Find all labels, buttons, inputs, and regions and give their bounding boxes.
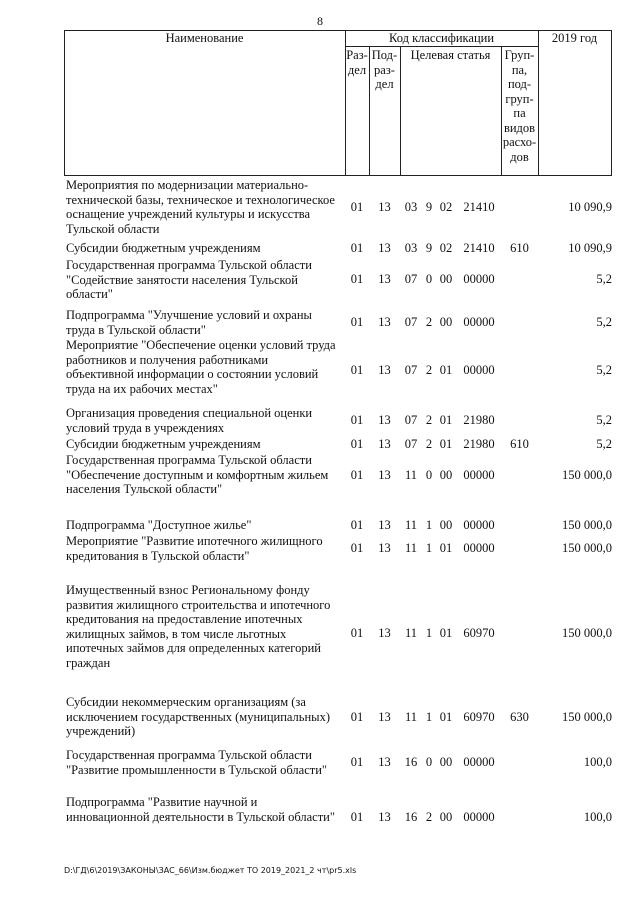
row-code-t2: 2: [425, 315, 433, 329]
header-left-border: [64, 30, 65, 176]
row-code-t4: 21410: [463, 200, 495, 214]
header-name: Наименование: [165, 31, 244, 45]
row-code-vr: 630: [510, 710, 529, 724]
table-row: [64, 583, 612, 685]
row-code-vr: 610: [510, 437, 529, 451]
header-target: Целевая статья: [410, 48, 491, 62]
row-code-t3: 00: [439, 755, 453, 769]
row-code-t1: 11: [404, 518, 418, 532]
row-code-pr: 13: [378, 468, 391, 482]
row-amount: 10 090,9: [568, 241, 612, 255]
row-code-t1: 07: [404, 413, 418, 427]
row-code-t3: 00: [439, 272, 453, 286]
row-code-t1: 11: [404, 710, 418, 724]
table-row: [64, 258, 612, 302]
row-name: Субсидии бюджетным учреждениям: [66, 241, 261, 255]
row-code-t1: 03: [404, 200, 418, 214]
row-code-t2: 9: [425, 241, 433, 255]
table-row: [64, 748, 612, 778]
row-code-t3: 00: [439, 468, 453, 482]
table-header: [64, 30, 612, 176]
header-divider-subsection: [400, 46, 401, 176]
row-code-t3: 00: [439, 810, 453, 824]
row-name: Подпрограмма "Доступное жилье": [66, 518, 252, 532]
row-code-pr: 13: [378, 200, 391, 214]
row-code-t2: 0: [425, 468, 433, 482]
row-code-rz: 01: [350, 413, 364, 427]
row-code-pr: 13: [378, 626, 391, 640]
row-code-t4: 00000: [463, 541, 495, 555]
header-section: Раз- дел: [346, 48, 368, 77]
row-amount: 10 090,9: [568, 200, 612, 214]
header-code-group: Код классификации: [388, 31, 495, 45]
row-code-t4: 00000: [463, 315, 495, 329]
row-code-t1: 16: [404, 810, 418, 824]
row-code-pr: 13: [378, 363, 391, 377]
row-code-rz: 01: [350, 315, 364, 329]
row-name: Государственная программа Тульской области "Обеспечение доступным и комфортным жильем населения Тульской области": [66, 453, 329, 496]
row-code-t2: 2: [425, 810, 433, 824]
table-row: [64, 534, 612, 564]
row-amount: 5,2: [596, 413, 612, 427]
row-name: Мероприятия по модернизации материально-технической базы, техническое и технологическое оснащение учреждений культуры и искусства Тульской области: [66, 178, 335, 236]
row-code-t1: 07: [404, 272, 418, 286]
row-code-t2: 2: [425, 413, 433, 427]
row-code-t4: 00000: [463, 755, 495, 769]
row-code-t1: 11: [404, 626, 418, 640]
row-code-t4: 00000: [463, 272, 495, 286]
row-amount: 150 000,0: [562, 541, 612, 555]
row-code-t3: 00: [439, 518, 453, 532]
row-code-pr: 13: [378, 437, 391, 451]
row-code-t2: 0: [425, 755, 433, 769]
row-code-rz: 01: [350, 241, 364, 255]
row-code-rz: 01: [350, 755, 364, 769]
row-name: Имущественный взнос Региональному фонду развития жилищного строительства и ипотечного кредитования на предоставление ипотечных жилищных займов, в том числе льготных ипотечных займов для определенных категорий граждан: [66, 583, 331, 670]
row-amount: 150 000,0: [562, 626, 612, 640]
row-amount: 5,2: [596, 315, 612, 329]
row-amount: 100,0: [583, 755, 612, 769]
file-path-footer: D:\ГД\6\2019\ЗАКОНЫ\ЗАС_66\Изм.бюджет ТО 2019_2021_2 чт\pr5.xls: [64, 866, 357, 875]
row-name: Субсидии бюджетным учреждениям: [66, 437, 261, 451]
row-code-vr: 610: [510, 241, 529, 255]
row-code-t4: 21980: [463, 413, 495, 427]
row-code-rz: 01: [350, 810, 364, 824]
row-amount: 5,2: [596, 437, 612, 451]
row-code-pr: 13: [378, 272, 391, 286]
row-code-rz: 01: [350, 437, 364, 451]
table-row: [64, 795, 612, 841]
table-row: [64, 241, 612, 256]
row-code-rz: 01: [350, 541, 364, 555]
row-amount: 5,2: [596, 272, 612, 286]
row-code-t1: 03: [404, 241, 418, 255]
row-code-t3: 00: [439, 315, 453, 329]
row-code-rz: 01: [350, 626, 364, 640]
row-code-t2: 2: [425, 437, 433, 451]
row-name: Мероприятие "Обеспечение оценки условий труда работников и получения работниками объективной информации о состоянии условий труда на их рабочих местах": [66, 338, 336, 396]
row-code-pr: 13: [378, 413, 391, 427]
row-name: Организация проведения специальной оценки условий труда в учреждениях: [66, 406, 313, 435]
row-code-pr: 13: [378, 755, 391, 769]
header-expense-group: Груп- па, под- груп- па видов расхо- дов: [502, 48, 537, 164]
table-row: [64, 518, 612, 533]
table-row: [64, 308, 612, 338]
row-name: Мероприятие "Развитие ипотечного жилищного кредитования в Тульской области": [66, 534, 323, 563]
row-name: Подпрограмма "Улучшение условий и охраны труда в Тульской области": [66, 308, 312, 337]
row-amount: 100,0: [583, 810, 612, 824]
header-year: 2019 год: [551, 31, 598, 45]
row-code-t2: 0: [425, 272, 433, 286]
row-code-t4: 00000: [463, 363, 495, 377]
row-amount: 150 000,0: [562, 518, 612, 532]
row-code-t1: 11: [404, 468, 418, 482]
row-code-t2: 2: [425, 363, 433, 377]
row-code-t4: 21980: [463, 437, 495, 451]
row-name: Субсидии некоммерческим организациям (за исключением государственных (муниципальных) учреждений): [66, 695, 330, 738]
table-row: [64, 695, 612, 741]
row-code-rz: 01: [350, 272, 364, 286]
row-code-pr: 13: [378, 518, 391, 532]
row-code-t2: 1: [425, 710, 433, 724]
row-code-pr: 13: [378, 541, 391, 555]
row-code-t3: 01: [439, 413, 453, 427]
table-row: [64, 406, 612, 436]
row-name: Государственная программа Тульской области "Развитие промышленности в Тульской области": [66, 748, 328, 777]
row-code-t2: 9: [425, 200, 433, 214]
row-code-t3: 01: [439, 437, 453, 451]
row-code-t4: 00000: [463, 468, 495, 482]
row-amount: 5,2: [596, 363, 612, 377]
row-code-pr: 13: [378, 810, 391, 824]
row-code-t4: 00000: [463, 810, 495, 824]
row-code-pr: 13: [378, 315, 391, 329]
page-number: 8: [317, 14, 323, 28]
row-code-t3: 01: [439, 363, 453, 377]
row-name: Государственная программа Тульской области "Содействие занятости населения Тульской области": [66, 258, 312, 301]
header-divider-year: [538, 30, 539, 176]
row-code-rz: 01: [350, 200, 364, 214]
row-code-rz: 01: [350, 363, 364, 377]
row-name: Подпрограмма "Развитие научной и инновационной деятельности в Тульской области": [66, 795, 335, 824]
header-subsection: Под- раз- дел: [371, 48, 398, 91]
row-code-rz: 01: [350, 468, 364, 482]
table-row: [64, 453, 612, 499]
header-bottom-border: [64, 175, 612, 176]
row-code-t3: 01: [439, 710, 453, 724]
row-code-t3: 02: [439, 200, 453, 214]
row-code-t4: 21410: [463, 241, 495, 255]
row-code-t2: 1: [425, 626, 433, 640]
row-amount: 150 000,0: [562, 468, 612, 482]
row-code-t2: 1: [425, 518, 433, 532]
header-right-border: [611, 30, 612, 176]
row-code-t1: 07: [404, 363, 418, 377]
row-code-t1: 07: [404, 437, 418, 451]
row-code-pr: 13: [378, 241, 391, 255]
row-code-t1: 16: [404, 755, 418, 769]
table-row: [64, 338, 612, 404]
row-code-t4: 60970: [463, 710, 495, 724]
row-code-t1: 07: [404, 315, 418, 329]
table-row: [64, 178, 612, 238]
row-code-rz: 01: [350, 710, 364, 724]
row-code-t3: 01: [439, 626, 453, 640]
table-row: [64, 437, 612, 452]
row-code-rz: 01: [350, 518, 364, 532]
row-code-t2: 1: [425, 541, 433, 555]
row-code-t1: 11: [404, 541, 418, 555]
row-amount: 150 000,0: [562, 710, 612, 724]
row-code-t3: 02: [439, 241, 453, 255]
row-code-t3: 01: [439, 541, 453, 555]
row-code-t4: 00000: [463, 518, 495, 532]
row-code-t4: 60970: [463, 626, 495, 640]
row-code-pr: 13: [378, 710, 391, 724]
header-code-divider: [345, 46, 538, 47]
